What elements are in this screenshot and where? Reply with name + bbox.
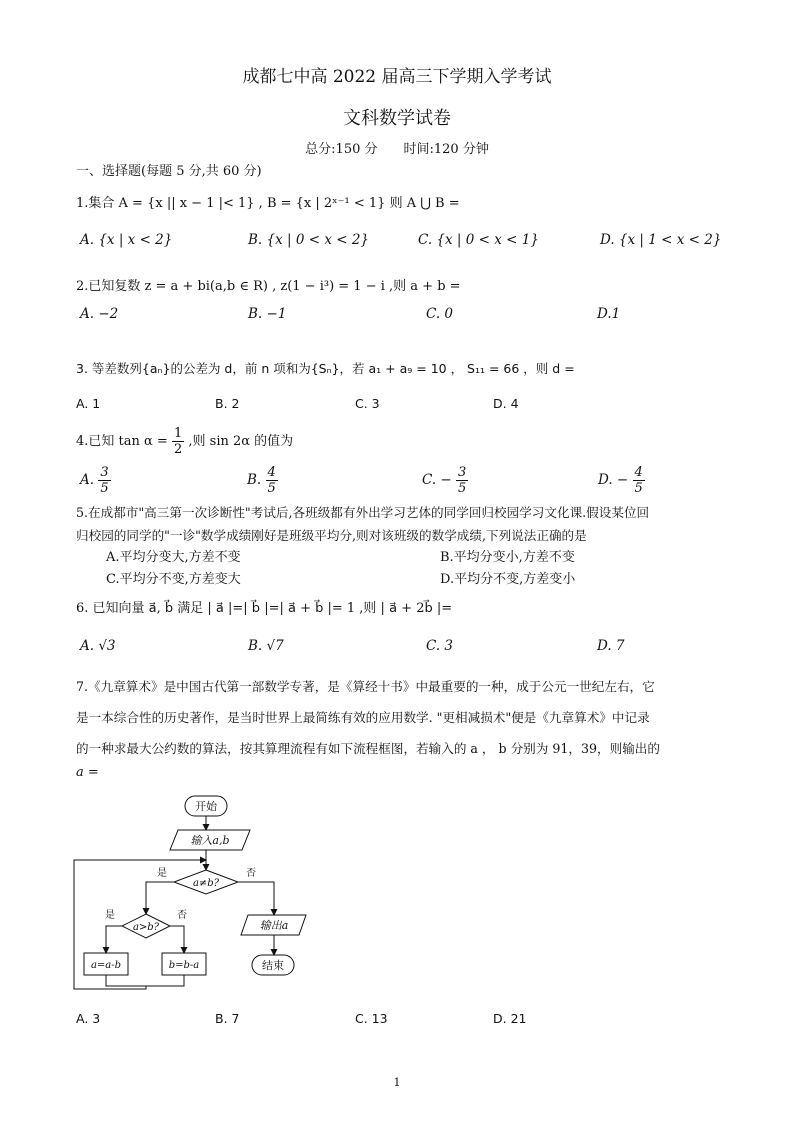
flow-end-text: 结束	[262, 959, 284, 972]
q7-line1: 7.《九章算术》是中国古代第一部数学专著，是《算经十书》中最重要的一种，成于公元一世纪左右，它	[76, 679, 655, 694]
q7-option-d: D. 21	[493, 1011, 527, 1026]
q2-option-c: C. 0	[426, 306, 454, 322]
q4-option-c-den: 5	[458, 481, 467, 496]
q6-option-d: D. 7	[597, 638, 625, 654]
q3-option-b: B. 2	[215, 396, 240, 411]
q5-option-d: D.平均分不变,方差变小	[440, 572, 576, 587]
q4-option-d-num: 4	[634, 465, 643, 480]
flow-cond1-text: a≠b?	[192, 878, 220, 889]
q4-stem-suffix: ,则 sin 2α 的值为	[188, 434, 294, 449]
q5-stem-line1: 5.在成都市"高三第一次诊断性"考试后,各班级都有外出学习艺体的同学回归校园学习文化课.假设某位回	[76, 505, 650, 520]
q4-stem-prefix: 4.已知 tan α =	[76, 434, 168, 449]
q3-option-c: C. 3	[355, 396, 380, 411]
q4-option-b	[247, 460, 278, 500]
q5-stem-line2: 归校园的同学的"一诊"数学成绩刚好是班级平均分,则对该班级的数学成绩,下列说法正确的是	[76, 528, 587, 543]
flow-cond2-text: a>b?	[132, 922, 160, 933]
flow-yes1-text: 是	[157, 868, 167, 879]
q5-option-a: A.平均分变大,方差不变	[106, 550, 241, 565]
q4-option-b-den: 5	[267, 481, 276, 496]
q6-option-a: A. √3	[80, 638, 116, 654]
q2-stem: 2.已知复数 z = a + bi(a,b ∈ R) , z(1 − i³) = 1 − i ,则 a + b =	[76, 279, 461, 294]
q6-option-b: B. √7	[248, 638, 284, 654]
q6-option-c: C. 3	[426, 638, 454, 654]
q3-option-a: A. 1	[76, 396, 101, 411]
q3-stem: 3. 等差数列{aₙ}的公差为 d，前 n 项和为{Sₙ}，若 a₁ + a₉ = 10 ， S₁₁ = 66 ，则 d =	[76, 361, 575, 376]
q2-option-b: B. −1	[248, 306, 287, 322]
section-heading: 一、选择题(每题 5 分,共 60 分)	[76, 164, 262, 179]
q4-stem-frac-num: 1	[173, 426, 183, 441]
q4-option-c-num: 3	[458, 465, 467, 480]
q6-stem: 6. 已知向量 a⃗, b⃗ 满足 | a⃗ |=| b⃗ |=| a⃗ + b⃗ |= 1 ,则 | a⃗ + 2b⃗ |=	[76, 601, 453, 616]
q4-option-a	[80, 460, 111, 500]
exam-subtitle: 文科数学试卷	[343, 108, 451, 129]
q1-option-c: C. {x | 0 < x < 1}	[418, 232, 539, 248]
q7-line2: 是一本综合性的历史著作，是当时世界上最简练有效的应用数学. "更相减损术"便是《九章算术》中记录	[76, 710, 650, 725]
q7-option-c: C. 13	[355, 1011, 388, 1026]
page-number: 1	[393, 1076, 401, 1089]
flow-yes2-text: 是	[105, 910, 115, 921]
q4-option-a-label: A.	[80, 472, 95, 488]
q4-option-a-den: 5	[100, 481, 109, 496]
flow-assign1-text: a=a-b	[90, 960, 122, 971]
q5-option-c: C.平均分不变,方差变大	[106, 572, 241, 587]
q4-stem-fraction	[172, 426, 184, 457]
flow-start-text: 开始	[195, 800, 217, 813]
q2-option-d: D.1	[597, 306, 621, 322]
q1-option-d: D. {x | 1 < x < 2}	[600, 232, 722, 248]
q4-option-b-num: 4	[267, 465, 276, 480]
q1-option-a: A. {x | x < 2}	[80, 232, 173, 248]
q7-option-a: A. 3	[76, 1011, 101, 1026]
q4-option-c	[422, 460, 468, 500]
flow-output-text: 输出a	[259, 919, 289, 932]
q4-option-d	[598, 460, 645, 500]
q4-option-d-frac	[633, 465, 645, 496]
q4-stem-frac-den: 2	[173, 442, 183, 457]
q3-option-d: D. 4	[493, 396, 519, 411]
q7-option-b: B. 7	[215, 1011, 240, 1026]
exam-meta: 总分:150 分 时间:120 分钟	[305, 142, 489, 157]
q1-option-b: B. {x | 0 < x < 2}	[248, 232, 370, 248]
flow-no2-text: 否	[177, 910, 187, 921]
flow-input-text: 输入a,b	[190, 834, 230, 847]
q4-option-d-den: 5	[634, 481, 643, 496]
flow-no1-text: 否	[246, 868, 256, 879]
flowchart	[70, 790, 330, 995]
exam-title: 成都七中高 2022 届高三下学期入学考试	[242, 67, 552, 87]
q4-option-a-num: 3	[100, 465, 109, 480]
q4-stem	[76, 422, 293, 462]
q4-option-b-frac	[266, 465, 278, 496]
q4-option-c-frac	[456, 465, 468, 496]
q4-option-c-label: C. −	[422, 472, 452, 488]
q7-line3: 的一种求最大公约数的算法，按其算理流程有如下流程框图，若输入的 a ， b 分别为 91，39，则输出的	[76, 741, 660, 756]
q2-option-a: A. −2	[80, 306, 119, 322]
q4-option-d-label: D. −	[598, 472, 629, 488]
q7-line4: a =	[76, 765, 99, 780]
flow-assign2-text: b=b-a	[168, 960, 200, 971]
q5-option-b: B.平均分变小,方差不变	[440, 550, 575, 565]
q1-stem: 1.集合 A = {x || x − 1 |< 1} , B = {x | 2ˣ⁻¹ < 1} 则 A ⋃ B =	[76, 196, 460, 211]
q4-option-a-frac	[98, 465, 110, 496]
q4-option-b-label: B.	[247, 472, 262, 488]
